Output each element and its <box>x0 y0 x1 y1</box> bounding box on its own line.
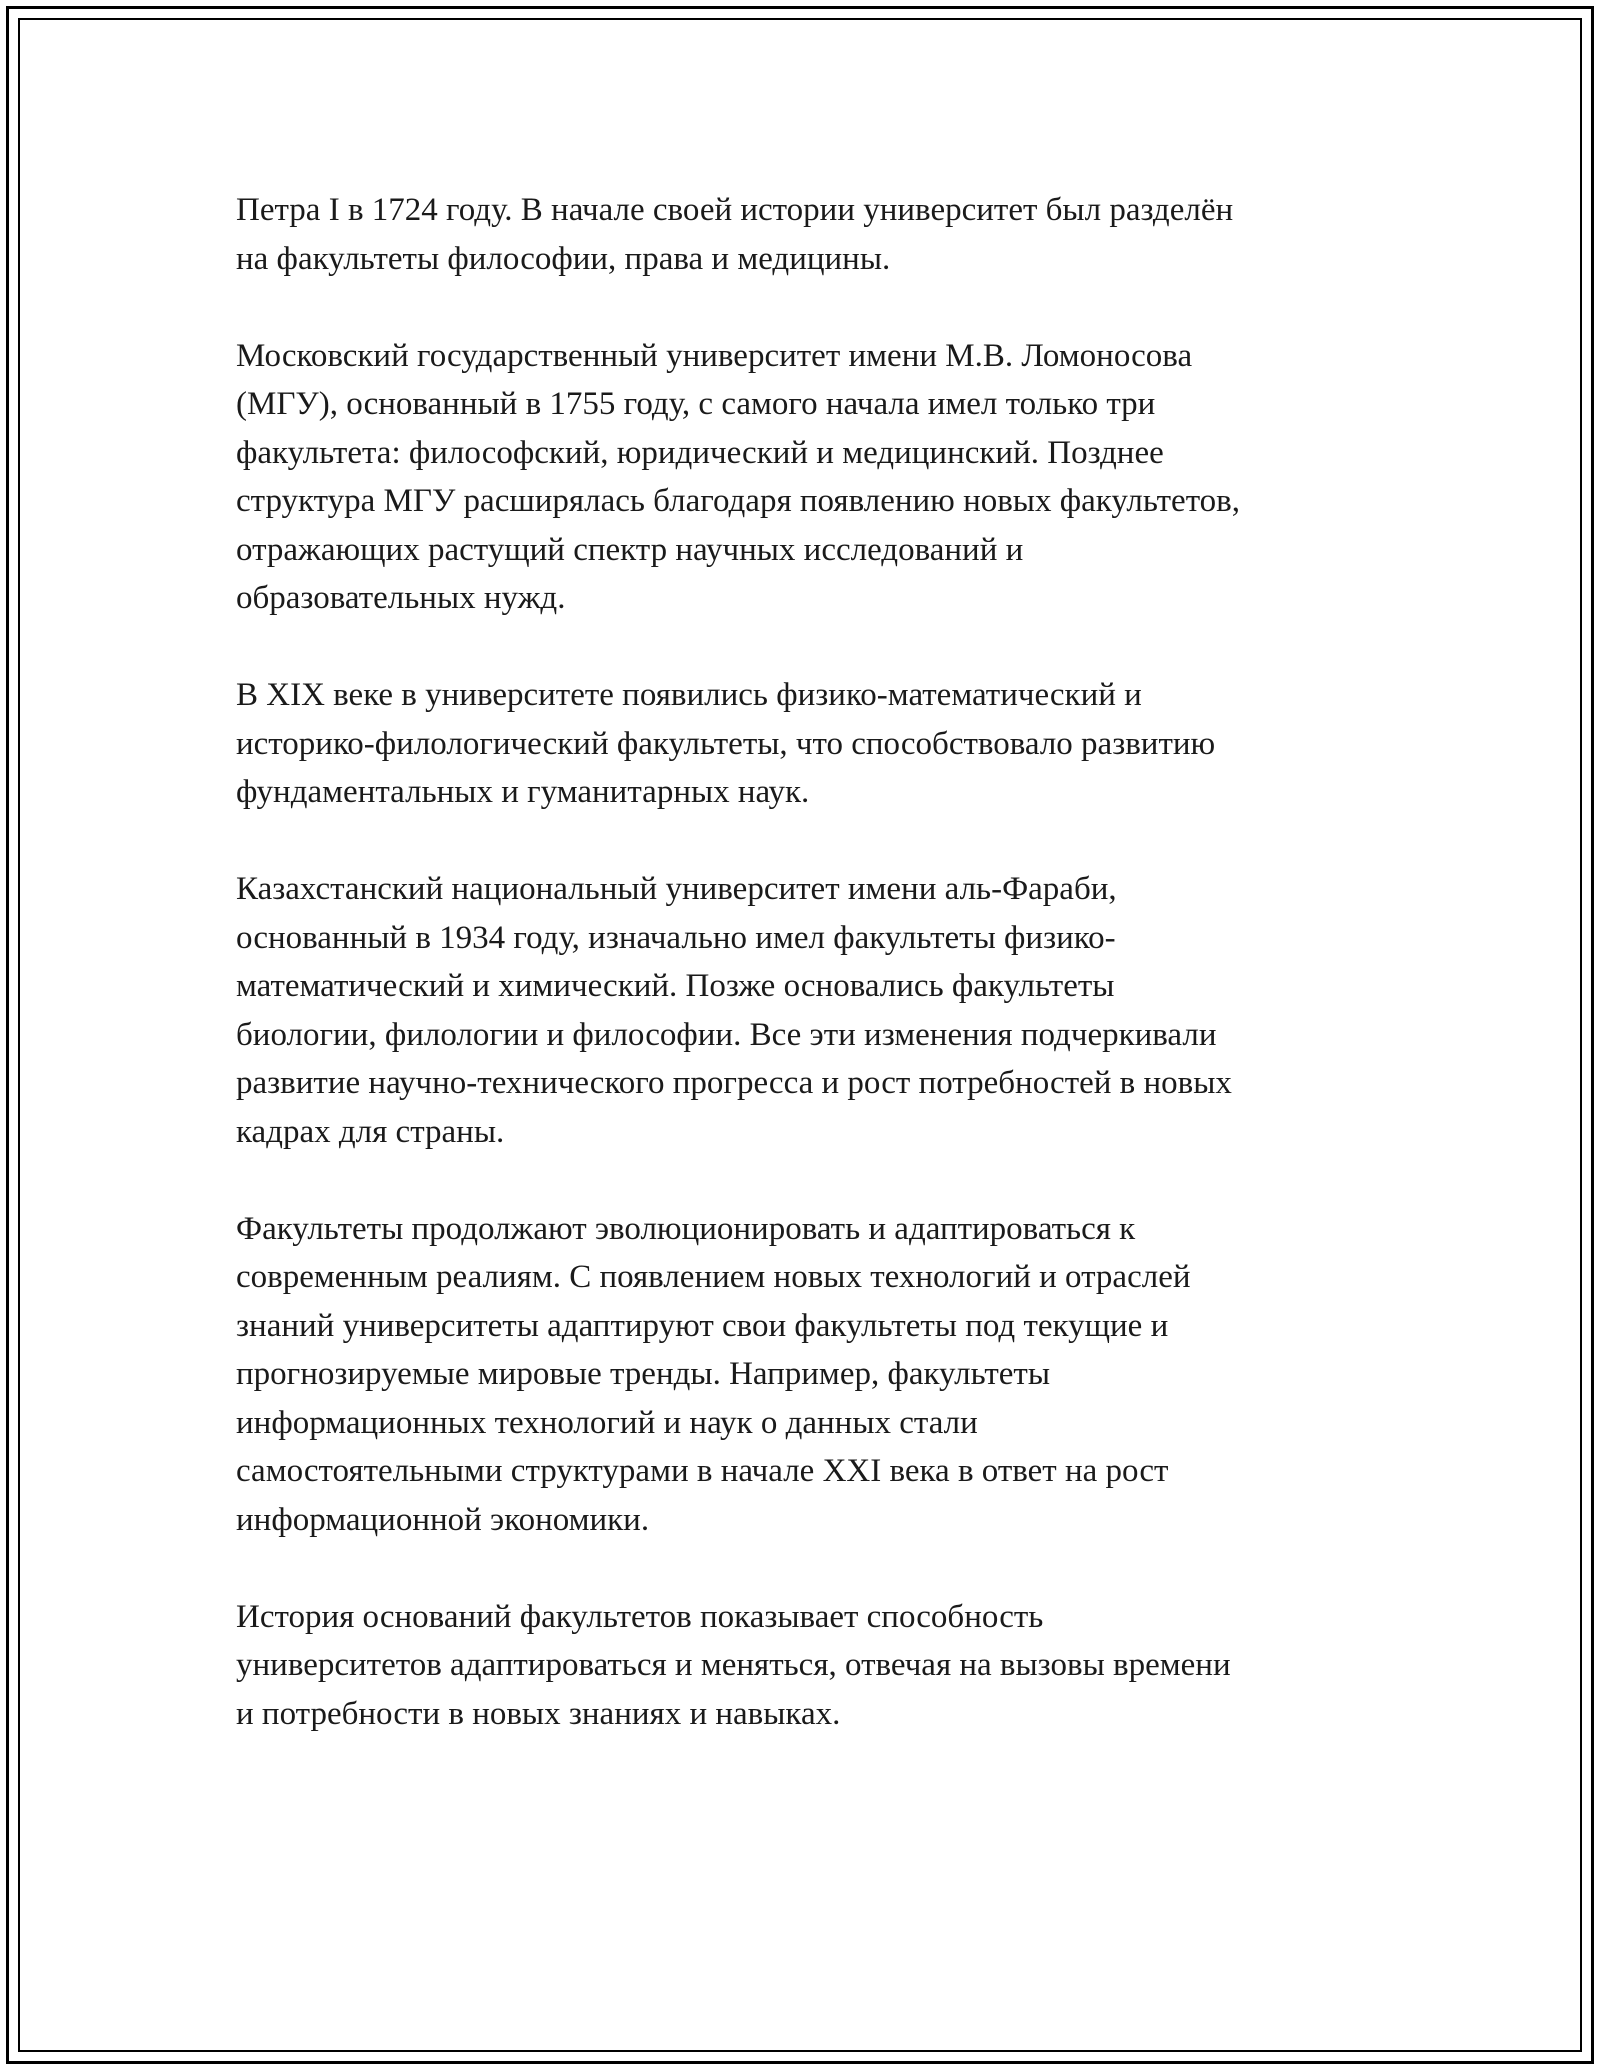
paragraph-nineteenth-century: В XIX веке в университете появились физико-математический и историко-филологический факультеты, что способствовало развитию фундаментальных и гуманитарных наук. <box>236 677 1216 810</box>
paragraph-faculty-evolution: Факультеты продолжают эволюционировать и адаптироваться к современным реалиям. С появлением новых технологий и отраслей знаний университеты адаптируют свои факультеты под текущие и прогнозируемые мировые тренды. Например, факультеты информационных технологий и наук о данных стали самостоятельными структурами в начале XXI века в ответ на рост информационной экономики. <box>236 1210 1191 1538</box>
paragraph-petra-university: Петра I в 1724 году. В начале своей истории университет был разделён на факультеты философии, права и медицины. <box>236 192 1234 277</box>
document-body <box>236 186 1386 1787</box>
paragraph-kaznu-history: Казахстанский национальный университет имени аль-Фараби, основанный в 1934 году, изначально имел факультеты физико- математический и химический. Позже основались факультеты биологии, филологии и философии. Все эти изменения подчеркивали развитие научно-технического прогресса и рост потребностей в новых кадрах для страны. <box>236 871 1232 1150</box>
paragraph-conclusion: История оснований факультетов показывает способность университетов адаптироваться и меняться, отвечая на вызовы времени и потребности в новых знаниях и навыках. <box>236 1598 1231 1732</box>
paragraph-msu-history: Московский государственный университет имени М.В. Ломоносова (МГУ), основанный в 1755 году, с самого начала имел только три факультета: философский, юридический и медицинский. Позднее структура МГУ расширялась благодаря появлению новых факультетов, отражающих растущий спектр научных исследований и образовательных нужд. <box>236 337 1241 616</box>
